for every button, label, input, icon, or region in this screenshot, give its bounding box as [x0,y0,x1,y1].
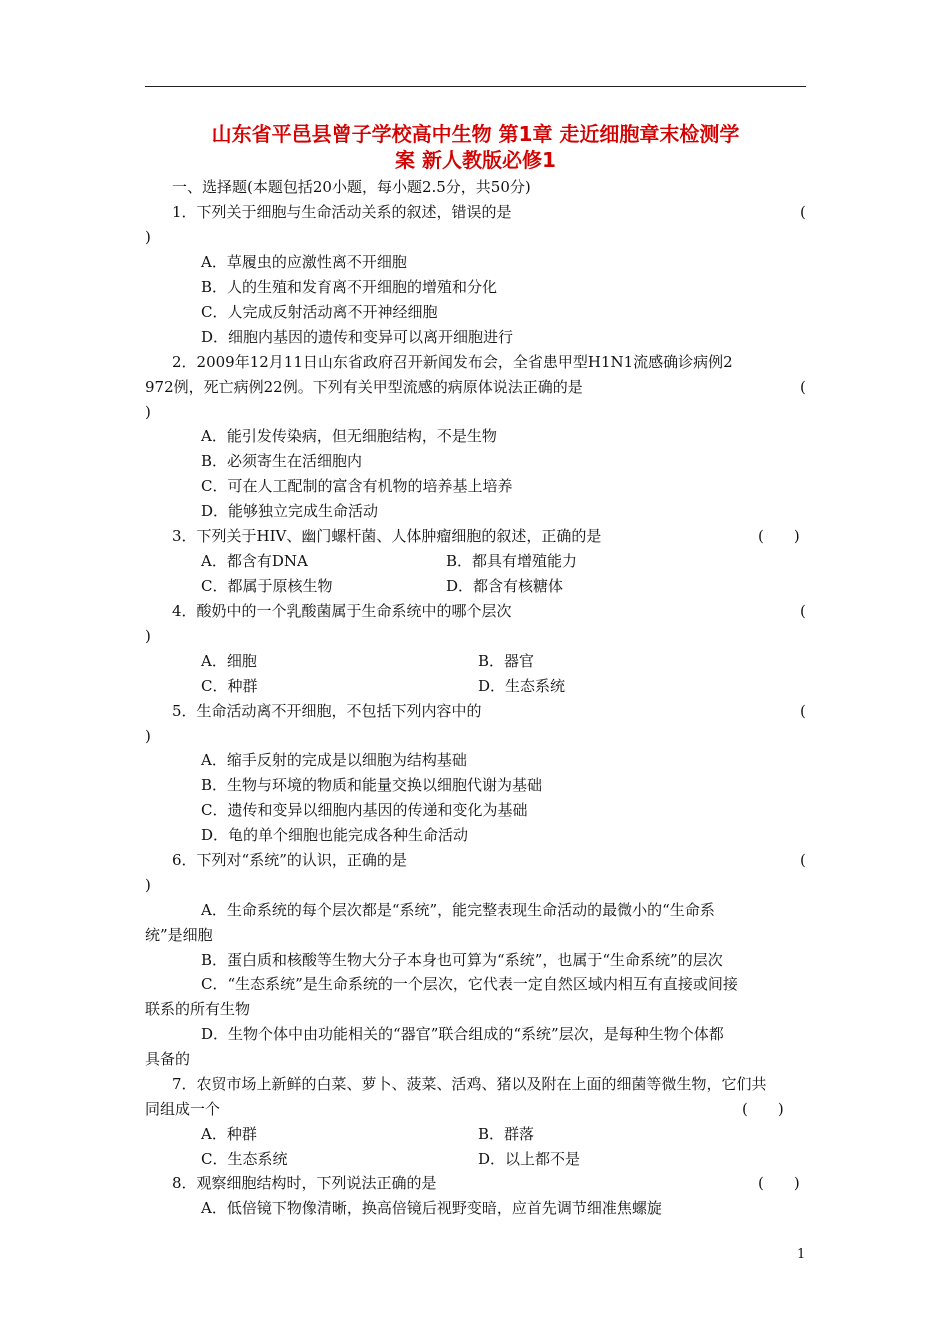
answer-bracket: ( ) [758,527,800,545]
answer-bracket-close: ) [145,876,151,894]
answer-bracket-close: ) [145,228,151,246]
option-d: D．以上都不是 [478,1150,581,1168]
option-b: B．生物与环境的物质和能量交换以细胞代谢为基础 [201,776,543,794]
option-d-continued: 具备的 [145,1050,191,1068]
option-d: D．龟的单个细胞也能完成各种生命活动 [201,826,469,844]
answer-bracket-close: ) [145,727,151,745]
option-a: A．草履虫的应激性离不开细胞 [201,253,407,271]
option-a: A．都含有DNA [201,552,308,570]
option-a: A．种群 [201,1125,257,1143]
option-a: A．缩手反射的完成是以细胞为结构基础 [201,751,467,769]
option-a: A．细胞 [201,652,257,670]
option-b: B．群落 [478,1125,535,1143]
question-stem: 7．农贸市场上新鲜的白菜、萝卜、菠菜、活鸡、猪以及附在上面的细菌等微生物，它们共 [172,1075,767,1093]
option-a: A．能引发传染病，但无细胞结构，不是生物 [201,427,497,445]
option-b: B．器官 [478,652,535,670]
answer-bracket-close: ) [145,627,151,645]
option-a-continued: 统”是细胞 [145,926,213,944]
option-d: D．生态系统 [478,677,566,695]
answer-bracket-open: ( [800,203,806,221]
option-b: B．人的生殖和发育离不开细胞的增殖和分化 [201,278,498,296]
option-d: D．生物个体中由功能相关的“器官”联合组成的“系统”层次，是每种生物个体都 [201,1025,724,1043]
option-d: D．能够独立完成生命活动 [201,502,379,520]
option-b: B．必须寄生在活细胞内 [201,452,363,470]
question-stem: 6．下列对“系统”的认识，正确的是 [172,851,407,869]
option-d: D．细胞内基因的遗传和变异可以离开细胞进行 [201,328,514,346]
option-c: C．人完成反射活动离不开神经细胞 [201,303,438,321]
answer-bracket-open: ( [800,702,806,720]
option-b: B．都具有增殖能力 [446,552,578,570]
section-heading: 一、选择题(本题包括20小题，每小题2.5分，共50分) [172,178,531,196]
option-d: D．都含有核糖体 [446,577,564,595]
question-stem: 1．下列关于细胞与生命活动关系的叙述，错误的是 [172,203,512,221]
question-stem: 2．2009年12月11日山东省政府召开新闻发布会，全省患甲型H1N1流感确诊病例2 [172,353,733,371]
question-stem: 4．酸奶中的一个乳酸菌属于生命系统中的哪个层次 [172,602,512,620]
page-number: 1 [797,1247,806,1262]
title-line-1: 山东省平邑县曾子学校高中生物 第1章 走近细胞章末检测学 [211,122,740,146]
header-rule [145,86,806,87]
title-line-2: 案 新人教版必修1 [395,148,556,172]
option-c: C．生态系统 [201,1150,288,1168]
option-c: C．“生态系统”是生命系统的一个层次，它代表一定自然区域内相互有直接或间接 [201,975,738,993]
option-a: A．低倍镜下物像清晰，换高倍镜后视野变暗，应首先调节细准焦螺旋 [201,1199,662,1217]
question-stem: 5．生命活动离不开细胞，不包括下列内容中的 [172,702,482,720]
option-c: C．种群 [201,677,258,695]
option-c: C．都属于原核生物 [201,577,333,595]
option-b: B．蛋白质和核酸等生物大分子本身也可算为“系统”，也属于“生命系统”的层次 [201,951,723,969]
answer-bracket: ( ) [742,1100,784,1118]
option-c: C．遗传和变异以细胞内基因的传递和变化为基础 [201,801,528,819]
question-stem-continued: 同组成一个 [145,1100,221,1118]
question-stem-continued: 972例，死亡病例22例。下列有关甲型流感的病原体说法正确的是 [145,378,583,396]
answer-bracket-close: ) [145,403,151,421]
answer-bracket-open: ( [800,378,806,396]
question-stem: 3．下列关于HIV、幽门螺杆菌、人体肿瘤细胞的叙述，正确的是 [172,527,602,545]
option-c-continued: 联系的所有生物 [145,1000,251,1018]
answer-bracket-open: ( [800,602,806,620]
answer-bracket-open: ( [800,851,806,869]
question-stem: 8．观察细胞结构时，下列说法正确的是 [172,1174,437,1192]
answer-bracket: ( ) [758,1174,800,1192]
option-c: C．可在人工配制的富含有机物的培养基上培养 [201,477,513,495]
option-a: A．生命系统的每个层次都是“系统”，能完整表现生命活动的最微小的“生命系 [201,901,715,919]
